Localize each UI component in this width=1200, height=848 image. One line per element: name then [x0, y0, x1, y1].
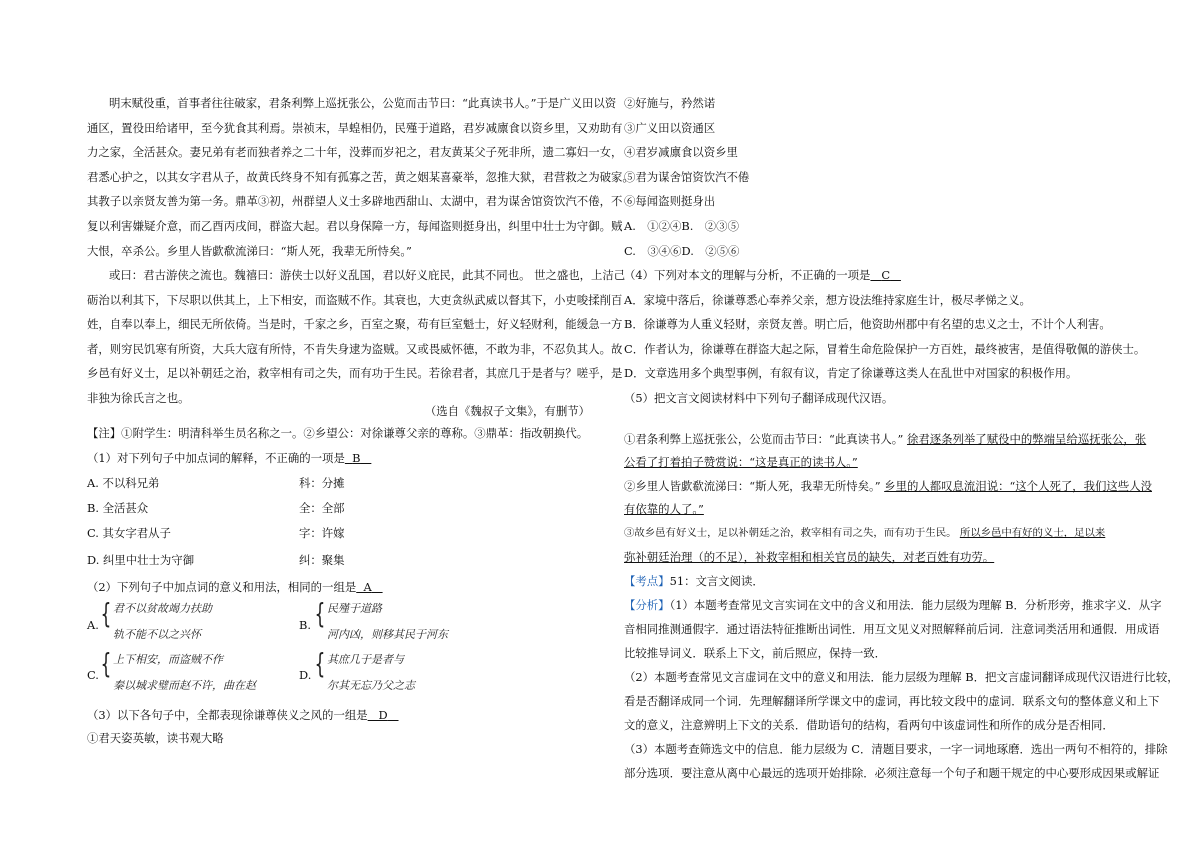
- passage-line: 君悉心护之，以其女字君从子，故黄氏终身不知有孤寡之苦，黄之姻某喜豪举，忽推大狱，君营救之为破家。: [87, 170, 634, 184]
- passage-line: 者，则穷民饥寒有所资，大兵大寇有所恃，不肯失身逮为盗贼。又或畏威怀德，不敢为非，不忍负其人。故: [87, 342, 623, 356]
- q4-option-a: A．家境中落后，徐谦尊悉心奉养父亲，想方设法维持家庭生计，极尽孝悌之义。: [624, 293, 1031, 307]
- brace-icon: {: [100, 647, 112, 680]
- q5-answer-3-cont: 弥补朝廷治理（的不足），补救宰相和相关官员的缺失，对老百姓有功劳。: [624, 550, 995, 564]
- footnote: 【注】①附学生：明清科举生员名称之一。②乡望公：对徐谦尊父亲的尊称。③鼎革：指改朝换代。: [87, 426, 589, 440]
- q3-options-ab: A. ①②④B. ②③⑤: [624, 219, 739, 233]
- q5-answer-1-cont: 公看了打着拍子赞赏说：“这是真正的读书人。”: [624, 455, 858, 469]
- analysis-line: （2）本题考查常见文言虚词在文中的意义和用法．能力层级为理解 B．把文言虚词翻译成现代汉语进行比较，: [624, 670, 1179, 684]
- question-4-stem: （4）下列对本文的理解与分析，不正确的一项是 C: [624, 268, 891, 282]
- answer-blank: C: [881, 268, 891, 282]
- analysis-line: 看是否翻译成同一个词．先理解翻译所学课文中的虚词，再比较文段中的虚词．联系文句的整体意义和上下: [624, 694, 1160, 708]
- option-b: B. 全活甚众: [87, 501, 149, 515]
- q5-sentence-3: ③故乡邑有好义士，足以补朝廷之治，救宰相有司之失，而有功于生民。 所以乡邑中有好的义士，足以来: [624, 527, 1106, 539]
- q2-option-b-line1: 民殣于道路: [327, 602, 382, 615]
- passage-line: 大恨，卒杀公。乡里人皆歔欷流涕曰：“斯人死，我辈无所恃矣。”: [87, 244, 412, 258]
- q2-option-d-line1: 其庶几于是者与: [327, 653, 404, 666]
- passage-line: 非独为徐氏言之也。: [87, 391, 190, 405]
- answer-blank: D: [378, 708, 388, 722]
- q3-item-5: ⑤君为谋舍馆资饮汽不倦: [624, 170, 750, 184]
- q2-option-b-letter: B.: [299, 618, 311, 632]
- kaodian-label: 【考点】: [624, 574, 670, 588]
- analysis-line: （3）本题考查筛选文中的信息．能力层级为 C．清题目要求，一字一词地琢磨．选出一两句不相符的，排除: [624, 742, 1168, 756]
- option-d-gloss: 纠：聚集: [299, 553, 345, 567]
- q2-option-c-line1: 上下相安，而盗贼不作: [113, 653, 223, 666]
- answer-blank: B: [352, 451, 361, 465]
- analysis-line: 【分析】（1）本题考查常见文言实词在文中的含义和用法．能力层级为理解 B．分析形旁，推求字义．从字: [624, 598, 1162, 612]
- source-citation: （选自《魏叔子文集》，有删节）: [424, 404, 590, 418]
- question-1-stem: （1）对下列句子中加点词的解释，不正确的一项是 B: [87, 451, 361, 465]
- q5-answer-2-cont: 有依靠的人了。”: [624, 502, 704, 516]
- q2-option-d-line2: 尔其无忘乃父之志: [327, 679, 415, 692]
- q3-options-cd: C. ③④⑥D. ②⑤⑥: [624, 244, 740, 258]
- analysis-line: 音相同推测通假字．通过语法特征推断出词性．用互文见义对照解释前后词．注意词类活用和通假．用成语: [624, 622, 1160, 636]
- q3-item-6: ⑥每闻盗则挺身出: [624, 194, 716, 208]
- brace-icon: {: [100, 597, 112, 630]
- option-a-gloss: 科：分摊: [299, 476, 345, 490]
- passage-line: 其教子以亲贤友善为第一务。鼎革③初，州群望人义士多辟地西甜山、太湖中，君为谋舍馆资饮汽不倦，不: [87, 194, 623, 208]
- passage-line: 乡邑有好义士，足以补朝廷之治，救宰相有司之失，而有功于生民。若徐君者，其庶几于是者与？嗟乎，是: [87, 366, 623, 380]
- q3-item-2: ②好施与，矜然诺: [624, 96, 716, 110]
- analysis-line: 文的意义，注意辨明上下文的关系．借助语句的结构，看两句中该虚词性和所作的成分是否相同．: [624, 718, 1114, 732]
- q3-item-1: ①君天姿英敏，读书观大略: [87, 731, 224, 745]
- q3-item-3: ③广义田以资通区: [624, 121, 716, 135]
- q4-option-c: C．作者认为，徐谦尊在群盗大起之际，冒着生命危险保护一方百姓，最终被害，是值得敬佩的游侠士。: [624, 342, 1146, 356]
- kaodian: 【考点】51：文言文阅读．: [624, 574, 764, 588]
- option-a: A. 不以科兄弟: [87, 476, 160, 490]
- q3-item-4: ④君岁减廪食以资乡里: [624, 145, 738, 159]
- q2-option-c-line2: 秦以城求璧而赵不许，曲在赵: [113, 679, 256, 692]
- q5-answer-3: 所以乡邑中有好的义士，足以来: [959, 527, 1106, 539]
- brace-icon: {: [314, 647, 326, 680]
- passage-line: 或曰：君古游侠之流也。魏禧曰：游侠士以好义乱国，君以好义庇民，此其不同也。 世之盛也，上洁己: [109, 268, 626, 282]
- passage-line: 姓，自奉以奉上，细民无所依倚。当是时，千家之乡，百室之聚，苟有巨室魁士，好义轻财利，能缓急一方: [87, 317, 623, 331]
- brace-icon: {: [314, 597, 326, 630]
- option-c-gloss: 字：许嫁: [299, 526, 345, 540]
- q5-sentence-1: ①君条利弊上巡抚张公，公览而击节曰：“此真读书人。” 徐君逐条列举了赋役中的弊端呈给巡抚张公，张: [624, 432, 1147, 446]
- q2-option-a-letter: A.: [87, 618, 99, 632]
- q5-answer-1: 徐君逐条列举了赋役中的弊端呈给巡抚张公，张: [906, 432, 1147, 446]
- analysis-line: 部分选项．要注意从离中心最远的选项开始排除．必须注意每一个句子和题干规定的中心要形成因果或解证: [624, 766, 1160, 780]
- option-b-gloss: 全：全部: [299, 501, 345, 515]
- q2-option-b-line2: 河内凶，则移其民于河东: [327, 628, 448, 641]
- q5-answer-2: 乡里的人都叹息流泪说：“这个人死了，我们这些人没: [884, 479, 1152, 493]
- question-3-stem: （3）以下各句子中，全都表现徐谦尊侠义之风的一组是 D: [87, 708, 388, 722]
- passage-line: 复以利害嫌疑介意，而乙酉丙戌间，群盗大起。君以身保障一方，每闻盗则挺身出，纠里中壮士为守御。贼: [87, 219, 623, 233]
- q2-option-a-line2: 轨不能不以之兴怀: [113, 628, 201, 641]
- q2-option-d-letter: D.: [299, 668, 312, 682]
- q2-option-a-line1: 君不以贫故竭力扶助: [113, 602, 212, 615]
- option-d: D. 纠里中壮士为守御: [87, 553, 195, 567]
- q5-sentence-2: ②乡里人皆歔欷流涕曰：“斯人死，我辈无所恃矣。” 乡里的人都叹息流泪说：“这个人死了，我们这些人没: [624, 479, 1152, 493]
- analysis-line: 比较推导词义．联系上下文，前后照应，保持一致．: [624, 646, 886, 660]
- passage-line: 明末赋役重，首事者往往破家，君条利弊上巡抚张公，公览而击节曰：“此真读书人。”于是广义田以资: [109, 96, 617, 110]
- q4-option-d: D．文章选用多个典型事例，有叙有议，肯定了徐谦尊这类人在乱世中对国家的积极作用。: [624, 366, 1078, 380]
- passage-line: 力之家，全活甚众。妻兄弟有老而独者养之二十年，没葬而岁祀之，君友黄某父子死非所，遗二寡妇一女，: [87, 145, 623, 159]
- q4-option-b: B．徐谦尊为人重义轻财，亲贤友善。明亡后，他资助州郡中有名望的忠义之士，不计个人利害。: [624, 317, 1111, 331]
- fenxi-label: 【分析】: [624, 598, 670, 612]
- q2-option-c-letter: C.: [87, 668, 99, 682]
- option-c: C. 其女字君从子: [87, 526, 171, 540]
- answer-blank: A: [363, 580, 372, 594]
- passage-line: 砺治以利其下，下尽职以供其上，上下相安，而盗贼不作。其衰也，大吏贪纵武威以督其下，小吏唆揉削百: [87, 293, 623, 307]
- question-2-stem: （2）下列句子中加点词的意义和用法，相同的一组是 A: [87, 580, 372, 594]
- passage-line: 通区，置役田给诸甲，至今犹食其利焉。崇祯末，旱蝗相仍，民殣于道路，君岁减廪食以资乡里，又劝助有: [87, 121, 623, 135]
- question-5-stem: （5）把文言文阅读材料中下列句子翻译成现代汉语。: [624, 391, 894, 405]
